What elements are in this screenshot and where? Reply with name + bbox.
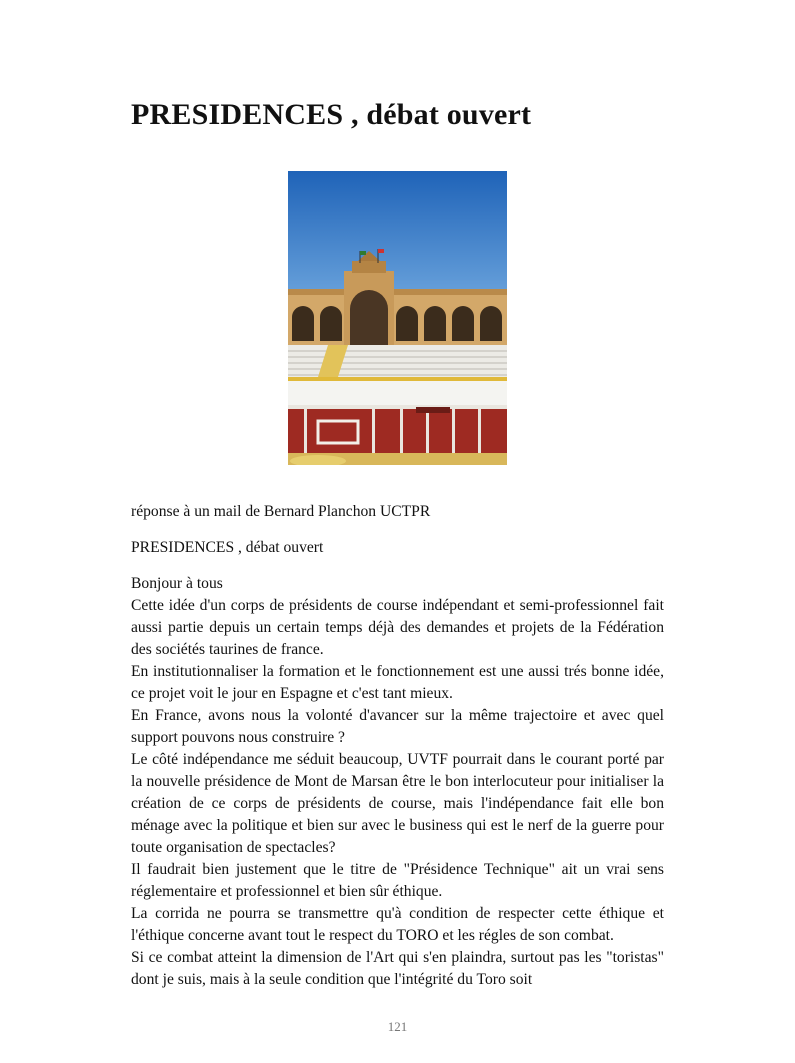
paragraph: Cette idée d'un corps de présidents de course indépendant et semi-professionnel fait aussi partie depuis un certain temps déjà des demandes et projets de la Fédération des sociétés taurines de france. (131, 597, 664, 658)
subtitle-line: PRESIDENCES , débat ouvert (131, 539, 324, 556)
paragraph: Le côté indépendance me séduit beaucoup, UVTF pourrait dans le courant porté par la nouvelle présidence de Mont de Marsan être le bon interlocuteur pour initialiser la création de ce corps de présidents de course, mais l'indépendance fait elle bon ménage avec la politique et bien sur avec le business qui est le nerf de la guerre pour toute organisation de spectacles? (131, 751, 664, 856)
paragraph: Il faudrait bien justement que le titre de "Présidence Technique" ait un vrai sens réglementaire et professionnel et bien sûr éthique. (131, 861, 664, 900)
paragraph: Si ce combat atteint la dimension de l'Art qui s'en plaindra, surtout pas les "toristas" dont je suis, mais à la seule condition que l'intégrité du Toro soit (131, 949, 664, 988)
paragraph: En France, avons nous la volonté d'avancer sur la même trajectoire et avec quel support pouvons nous construire ? (131, 707, 664, 746)
paragraph: La corrida ne pourra se transmettre qu'à condition de respecter cette éthique et l'éthique concerne avant tout le respect du TORO et les régles de son combat. (131, 905, 664, 944)
body-text (131, 573, 664, 991)
bullring-photo (288, 171, 507, 465)
paragraph: En institutionnaliser la formation et le fonctionnement est une aussi trés bonne idée, ce projet voit le jour en Espagne et c'est tant mieux. (131, 663, 664, 702)
intro-line: réponse à un mail de Bernard Planchon UCTPR (131, 503, 431, 520)
page-number: 121 (387, 1019, 408, 1034)
greeting: Bonjour à tous (131, 575, 223, 592)
page-title: PRESIDENCES , débat ouvert (131, 98, 532, 131)
